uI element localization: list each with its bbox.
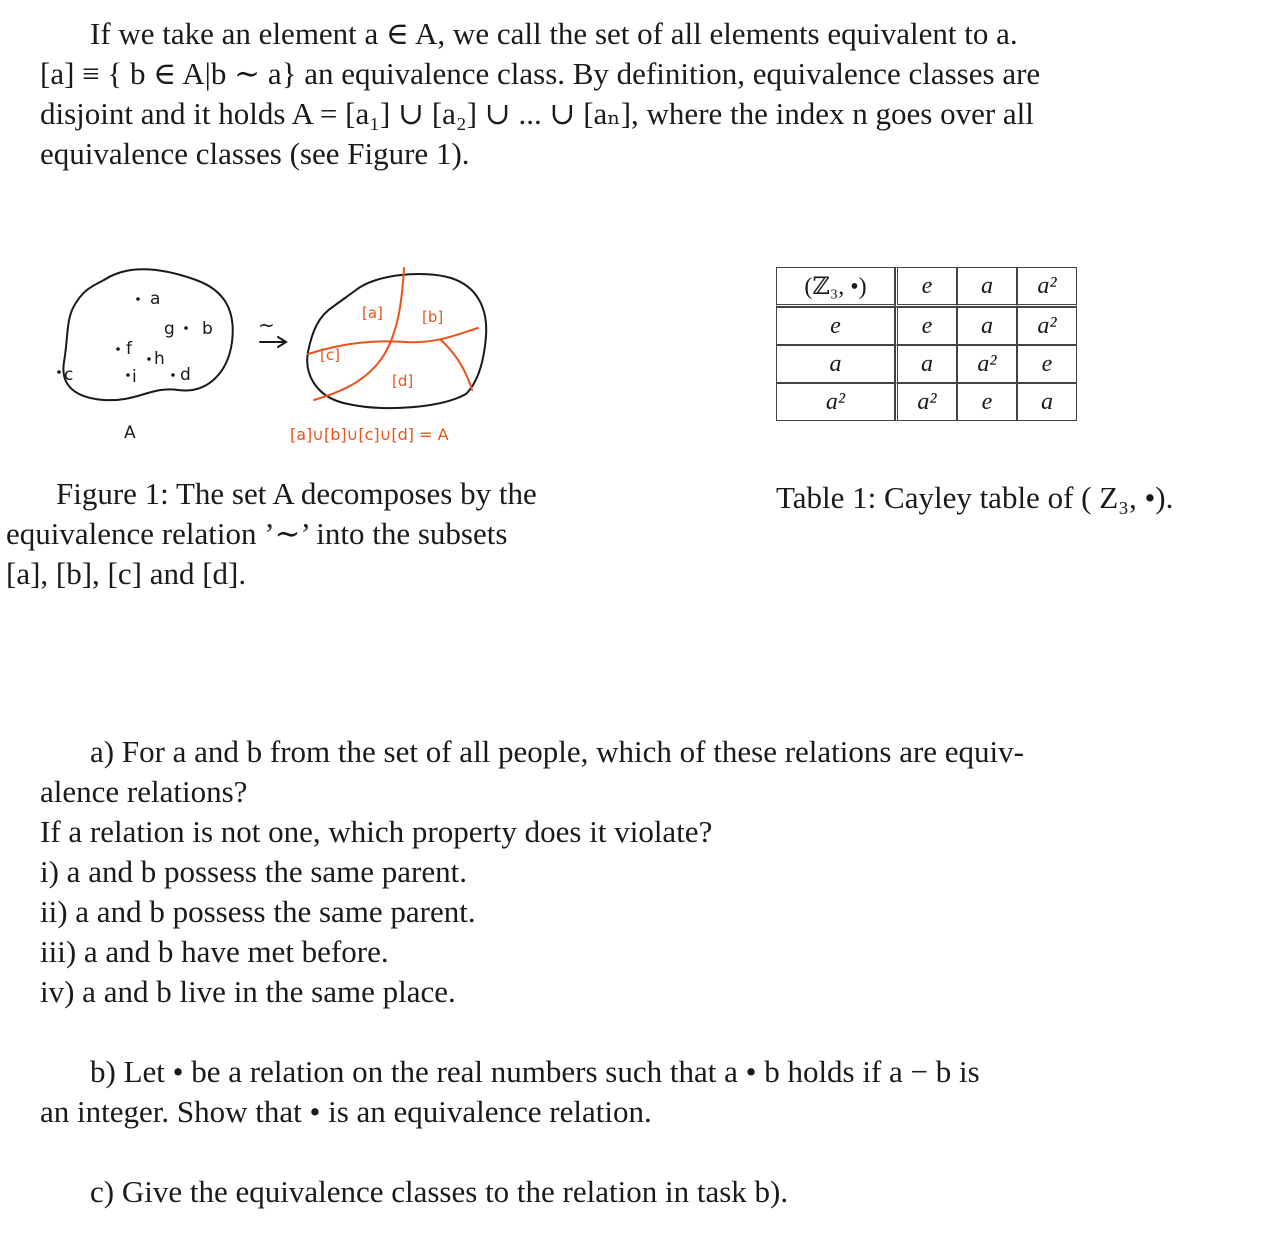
question-a-line-2: alence relations? xyxy=(40,774,248,809)
question-b xyxy=(40,1052,1190,1132)
element-h-label: h xyxy=(154,349,165,369)
table-cell: e xyxy=(957,383,1017,421)
intro-line-2: [a] ≡ { b ∈ A|b ∼ a} an equivalence class. By definition, equivalence classes are xyxy=(40,56,1041,91)
intro-line-3: disjoint and it holds A = [a₁] ∪ [a₂] ∪ ... ∪ [aₙ], where the index n goes over all xyxy=(40,96,1034,131)
union-annotation: [a]∪[b]∪[c]∪[d] = A xyxy=(290,425,449,444)
figure-caption-line-2: equivalence relation ’∼’ into the subsets xyxy=(6,516,508,551)
element-c-label: c xyxy=(64,365,74,385)
element-f-label: f xyxy=(126,339,132,359)
partition-line-3 xyxy=(441,340,472,390)
class-b-label: [b] xyxy=(422,308,444,326)
question-a-item-iii: iii) a and b have met before. xyxy=(40,934,389,969)
figure-1-sketch xyxy=(46,262,586,452)
question-c-line-1: c) Give the equivalence classes to the relation in task b). xyxy=(90,1174,789,1209)
table-cell: e xyxy=(1017,345,1077,383)
table-header-cell: e xyxy=(895,267,957,307)
question-a-item-iv: iv) a and b live in the same place. xyxy=(40,974,456,1009)
question-a-line-3: If a relation is not one, which property does it violate? xyxy=(40,814,713,849)
table-cell: a² xyxy=(895,383,957,421)
intro-line-4: equivalence classes (see Figure 1). xyxy=(40,136,470,171)
question-a-line-1: a) For a and b from the set of all people, which of these relations are equiv- xyxy=(90,734,1024,769)
element-g-label: g xyxy=(164,319,175,339)
table-caption: Table 1: Cayley table of ( Z₃, •). xyxy=(776,480,1174,515)
figure-caption xyxy=(6,474,646,594)
element-b-label: b xyxy=(202,319,213,339)
table-cell: a xyxy=(1017,383,1077,421)
table-cell: a² xyxy=(957,345,1017,383)
table-row-label: e xyxy=(776,307,895,345)
element-a-label: a xyxy=(150,289,161,309)
table-header-row xyxy=(776,267,1077,307)
intro-paragraph xyxy=(40,14,1190,174)
intro-line-1: If we take an element a ∈ A, we call the set of all elements equivalent to a. xyxy=(90,16,1018,51)
question-a xyxy=(40,732,1190,1012)
table-row xyxy=(776,307,1077,345)
table-cell: a² xyxy=(1017,307,1077,345)
table-row-label: a² xyxy=(776,383,895,421)
table-cell: a xyxy=(895,345,957,383)
table-header-cell: a² xyxy=(1017,267,1077,307)
table-row-label: a xyxy=(776,345,895,383)
question-b-line-2: an integer. Show that • is an equivalence relation. xyxy=(40,1094,652,1129)
class-a-label: [a] xyxy=(362,304,383,322)
relation-tilde: ~ xyxy=(258,313,275,337)
cayley-table xyxy=(776,267,1077,421)
figure-caption-line-1: Figure 1: The set A decomposes by the xyxy=(56,476,537,511)
table-row xyxy=(776,345,1077,383)
set-a-label: A xyxy=(124,423,136,443)
element-i-label: i xyxy=(132,367,137,387)
class-d-label: [d] xyxy=(392,372,414,390)
table-cell: a xyxy=(957,307,1017,345)
question-b-line-1: b) Let • be a relation on the real numbers such that a • b holds if a − b is xyxy=(90,1054,980,1089)
figure-caption-line-3: [a], [b], [c] and [d]. xyxy=(6,556,247,591)
table-row xyxy=(776,383,1077,421)
class-c-label: [c] xyxy=(320,346,340,364)
question-a-item-i: i) a and b possess the same parent. xyxy=(40,854,467,889)
question-c xyxy=(40,1172,1190,1212)
question-a-item-ii: ii) a and b possess the same parent. xyxy=(40,894,476,929)
table-cell: e xyxy=(895,307,957,345)
table-header-cell: (ℤ₃, •) xyxy=(776,267,895,307)
element-d-label: d xyxy=(180,365,191,385)
relation-arrow xyxy=(260,337,286,347)
table-header-cell: a xyxy=(957,267,1017,307)
